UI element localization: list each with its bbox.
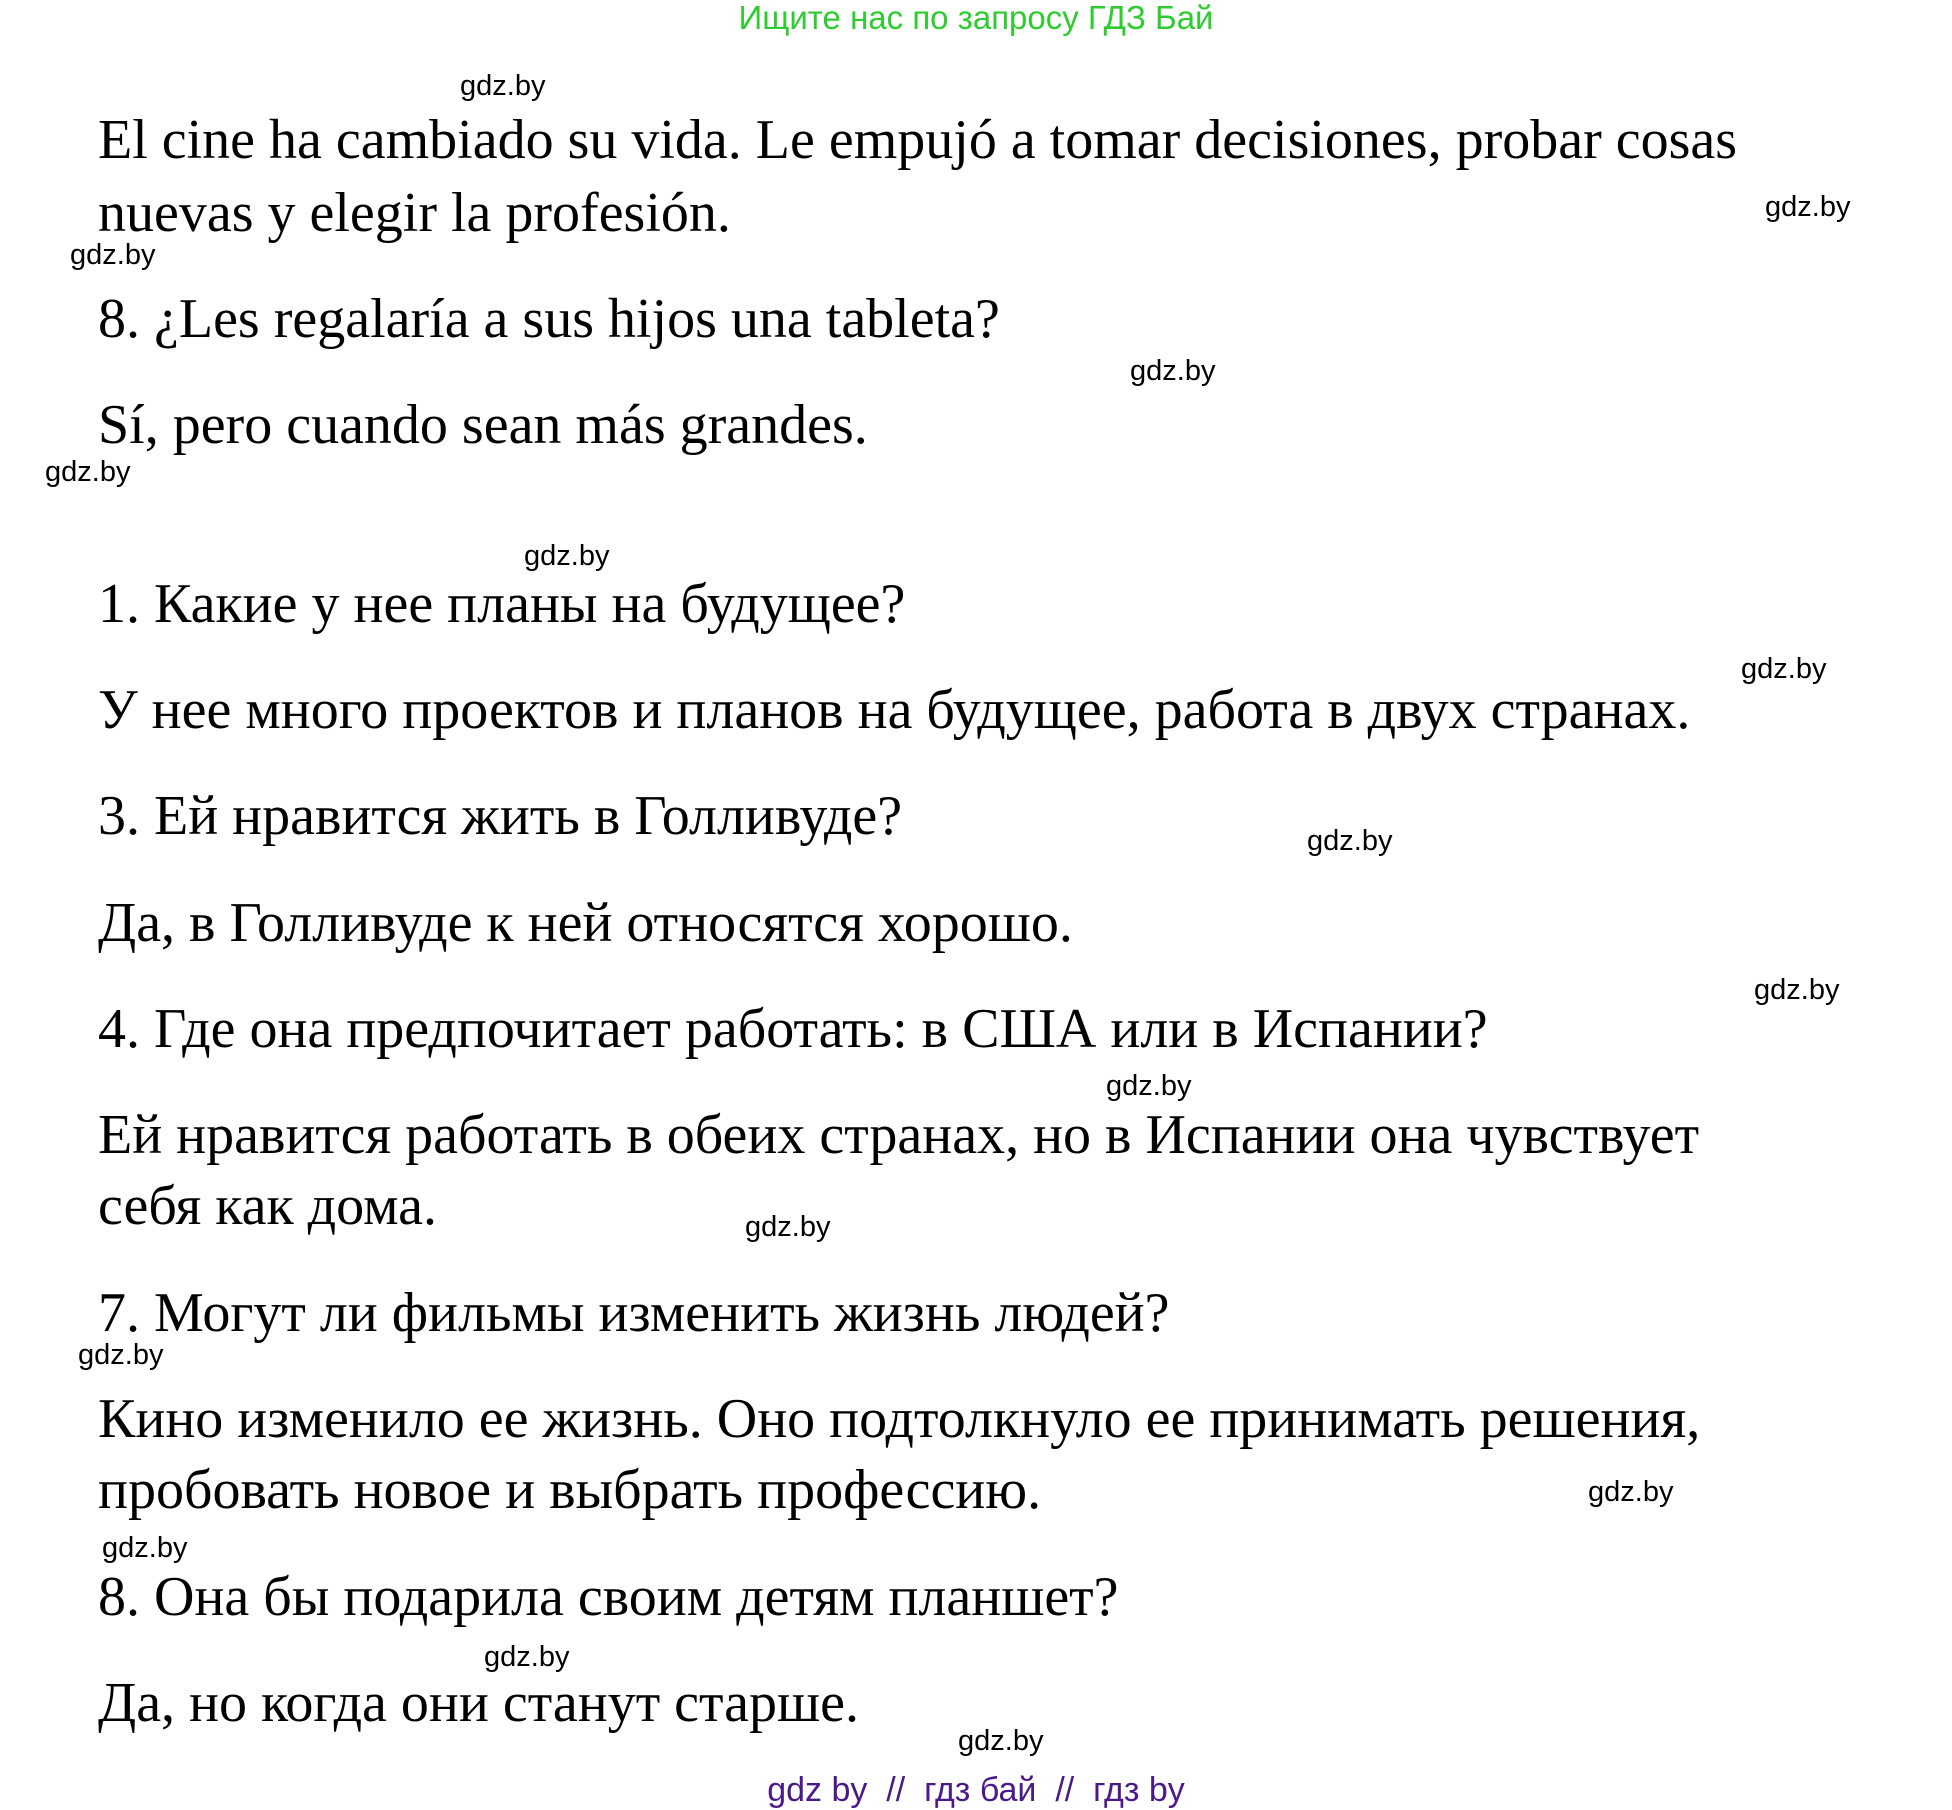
question-line: 3. Ей нравится жить в Голливуде? xyxy=(98,785,903,847)
watermark: gdz.by xyxy=(70,239,156,271)
answer-line: Да, но когда они станут старше. xyxy=(98,1672,860,1734)
question-line: 7. Могут ли фильмы изменить жизнь людей? xyxy=(98,1282,1170,1344)
answer-line: пробовать новое и выбрать профессию. xyxy=(98,1459,1042,1521)
text-line: nuevas y elegir la profesión. xyxy=(98,182,731,244)
watermark: gdz.by xyxy=(45,456,131,488)
answer-line: Кино изменило ее жизнь. Оно подтолкнуло ее принимать решения, xyxy=(98,1388,1701,1450)
answer-line: У нее много проектов и планов на будущее, работа в двух странах. xyxy=(98,679,1691,741)
watermark: gdz.by xyxy=(745,1211,831,1243)
watermark: gdz.by xyxy=(484,1641,570,1673)
footer-links: gdz by // гдз бай // гдз by xyxy=(767,1771,1185,1809)
watermark: gdz.by xyxy=(460,70,546,102)
watermark: gdz.by xyxy=(1106,1070,1192,1102)
question-line: 8. ¿Les regalaría a sus hijos una tableta? xyxy=(98,288,1000,350)
watermark: gdz.by xyxy=(958,1725,1044,1757)
watermark: gdz.by xyxy=(102,1532,188,1564)
text-line: El cine ha cambiado su vida. Le empujó a tomar decisiones, probar cosas xyxy=(98,109,1738,171)
answer-line: себя как дома. xyxy=(98,1175,438,1237)
watermark: gdz.by xyxy=(1741,653,1827,685)
question-line: 8. Она бы подарила своим детям планшет? xyxy=(98,1566,1119,1628)
question-line: 4. Где она предпочитает работать: в США или в Испании? xyxy=(98,998,1488,1060)
watermark: gdz.by xyxy=(1588,1476,1674,1508)
answer-line: Да, в Голливуде к ней относятся хорошо. xyxy=(98,892,1073,954)
watermark: gdz.by xyxy=(1130,355,1216,387)
answer-line: Ей нравится работать в обеих странах, но в Испании она чувствует xyxy=(98,1104,1700,1166)
answer-line: Sí, pero cuando sean más grandes. xyxy=(98,394,868,456)
watermark: gdz.by xyxy=(1765,191,1851,223)
watermark: gdz.by xyxy=(1754,974,1840,1006)
watermark: gdz.by xyxy=(78,1339,164,1371)
search-hint-banner: Ищите нас по запросу ГДЗ Бай xyxy=(738,0,1214,36)
watermark: gdz.by xyxy=(524,540,610,572)
question-line: 1. Какие у нее планы на будущее? xyxy=(98,573,906,635)
watermark: gdz.by xyxy=(1307,825,1393,857)
